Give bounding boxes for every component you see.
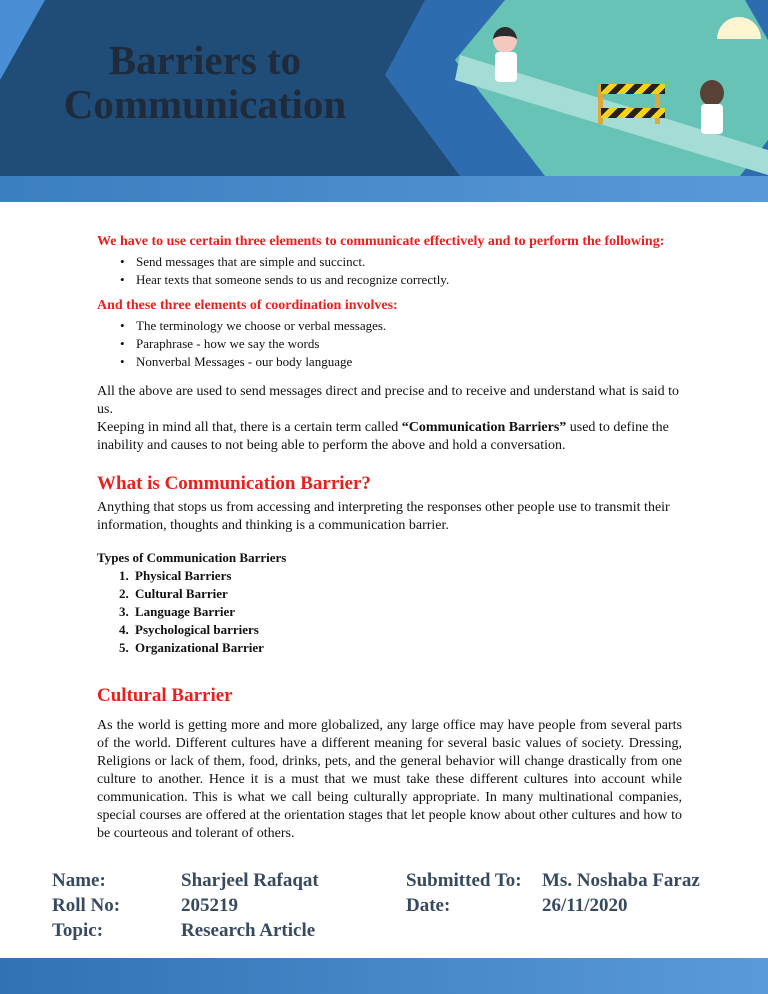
list-label: Language Barrier — [135, 604, 236, 619]
roll-value: 205219 — [181, 895, 238, 916]
submitted-value: Ms. Noshaba Faraz — [542, 870, 700, 891]
list-number: 1. — [119, 568, 129, 583]
text: used to define the inability and causes to not being able to perform the above and hold a conversation. — [97, 420, 669, 453]
list-item: • The terminology we choose or verbal messages. — [120, 317, 682, 335]
name-value: Sharjeel Rafaqat — [181, 870, 319, 891]
page-title — [40, 38, 370, 126]
intro-heading: We have to use certain three elements to communicate effectively and to perform the following: — [97, 234, 665, 249]
date-label: Date: — [406, 895, 451, 916]
types-heading: Types of Communication Barriers — [97, 550, 287, 565]
person-body-icon — [495, 52, 517, 82]
list-item — [119, 603, 682, 621]
list-item: • Nonverbal Messages - our body language — [120, 353, 682, 371]
section-heading: Cultural Barrier — [97, 685, 233, 706]
list-label: Cultural Barrier — [135, 586, 228, 601]
topic-value: Research Article — [181, 920, 316, 941]
section-heading: What is Communication Barrier? — [97, 473, 371, 494]
list-item: • Hear texts that someone sends to us and recognize correctly. — [120, 271, 682, 289]
list-label: Organizational Barrier — [135, 640, 264, 655]
intro-list — [120, 253, 682, 289]
banner-strip — [0, 176, 768, 202]
list-label: Psychological barriers — [135, 622, 259, 637]
article-body — [97, 233, 682, 843]
name-label: Name: — [52, 870, 106, 891]
list-item: • Paraphrase - how we say the words — [120, 335, 682, 353]
list-item — [119, 639, 682, 657]
paragraph — [97, 419, 682, 455]
list-number: 2. — [119, 586, 129, 601]
types-list — [119, 567, 682, 657]
title-line-2: Communication — [63, 81, 347, 127]
list-number: 3. — [119, 604, 129, 619]
list-label: Physical Barriers — [135, 568, 232, 583]
paragraph: As the world is getting more and more globalized, any large office may have people from several parts of the world. Different cultures have a different meaning for several basic values of society. Dressing, Religions or lack of them, food, drinks, pets, and the general behavior will change drastically from one culture to another. Hence it is a must that we must take these different cultures into account while communication. This is what we call being culturally appropriate. In many multinational companies, special courses are offered at the orientation stages that let people know about other cultures and how to be courteous and tolerant of others. — [97, 718, 682, 841]
person-pointing-icon — [493, 27, 517, 53]
list-number: 4. — [119, 622, 129, 637]
topic-label: Topic: — [52, 920, 104, 941]
list-item — [119, 567, 682, 585]
list-item — [119, 621, 682, 639]
paragraph: All the above are used to send messages direct and precise and to receive and understand what is said to us. — [97, 384, 679, 417]
person-confused-icon — [700, 80, 724, 106]
paragraph: Anything that stops us from accessing and interpreting the responses other people use to transmit their information, thoughts and thinking is a communication barrier. — [97, 500, 670, 533]
elements-heading: And these three elements of coordination involves: — [97, 298, 398, 313]
date-value: 26/11/2020 — [542, 895, 628, 916]
barrier-icon — [598, 84, 660, 124]
text: Keeping in mind all that, there is a certain term called — [97, 420, 402, 435]
footer-bar — [0, 958, 768, 994]
title-line-1: Barriers to — [108, 37, 302, 83]
elements-list — [120, 317, 682, 371]
list-item — [119, 585, 682, 603]
person-body-icon — [701, 104, 723, 134]
header-banner — [0, 0, 768, 176]
list-number: 5. — [119, 640, 129, 655]
roll-label: Roll No: — [52, 895, 121, 916]
submitted-label: Submitted To: — [406, 870, 522, 891]
list-item: • Send messages that are simple and succinct. — [120, 253, 682, 271]
bold-term: “Communication Barriers” — [401, 420, 567, 435]
